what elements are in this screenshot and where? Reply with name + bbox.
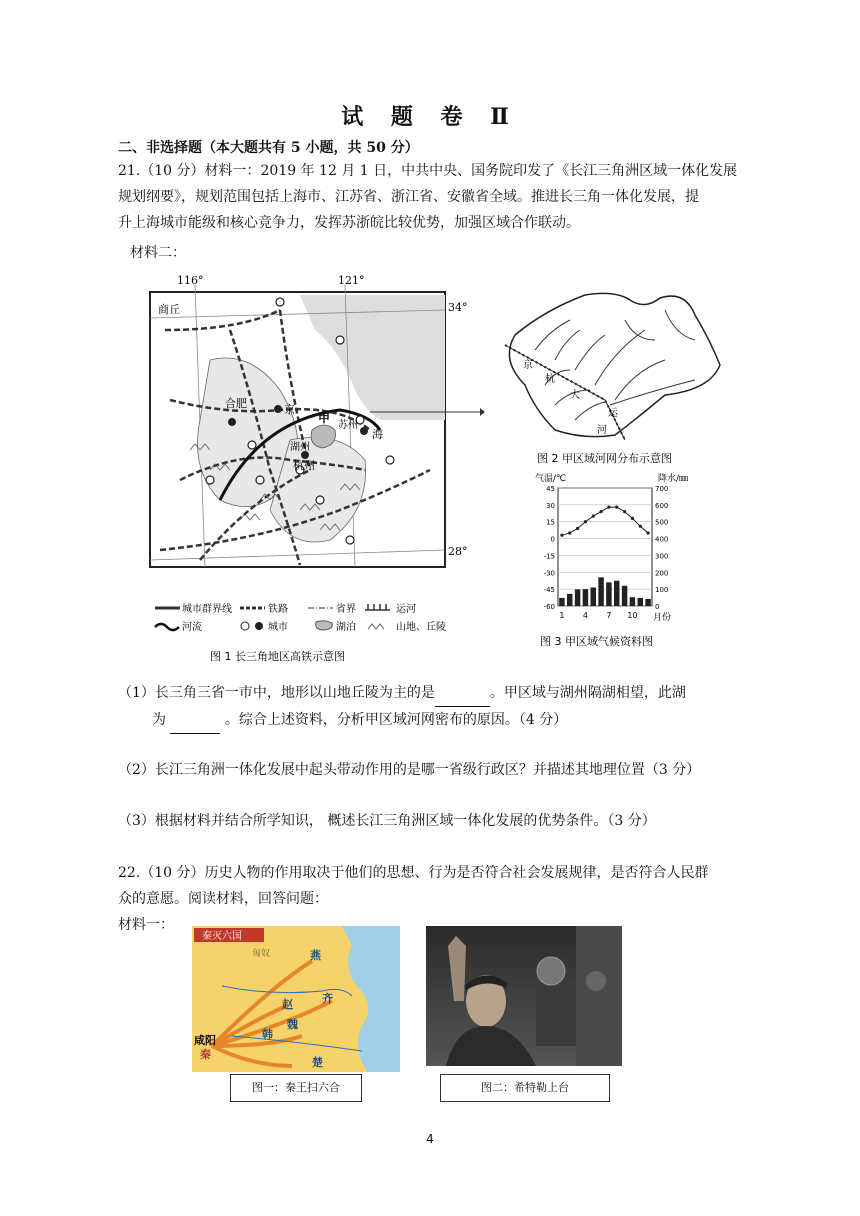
q21-line-3: 升上海城市能级和核心竞争力，发挥苏浙皖比较优势，加强区域合作联动。 bbox=[118, 215, 580, 231]
temperature-point bbox=[592, 514, 595, 517]
legend-city: 城市 bbox=[268, 622, 288, 633]
q22-line-1: 22.（10 分）历史人物的作用取决于他们的思想、行为是否符合社会发展规律，是否符合人民群 bbox=[118, 865, 709, 881]
climate-x-tick: 4 bbox=[582, 611, 588, 620]
temperature-point bbox=[607, 506, 610, 509]
climate-right-tick: 600 bbox=[655, 501, 669, 510]
precipitation-bar bbox=[559, 598, 564, 606]
precipitation-bar bbox=[630, 597, 635, 606]
climate-right-tick: 700 bbox=[655, 485, 669, 493]
answer-blank-1[interactable] bbox=[435, 680, 490, 707]
q21-intro bbox=[118, 158, 748, 236]
page-title: 试 题 卷 Ⅱ bbox=[341, 104, 519, 130]
qin-label-chu: 楚 bbox=[312, 1056, 323, 1069]
temperature-point bbox=[584, 520, 587, 523]
longitude-121-label: 121° bbox=[338, 274, 365, 287]
qin-label-wei: 魏 bbox=[287, 1018, 298, 1031]
climate-right-tick: 0 bbox=[655, 603, 660, 611]
answer-blank-2[interactable] bbox=[170, 707, 220, 734]
precipitation-bar bbox=[638, 598, 643, 606]
figure-2-caption: 图 2 甲区域河网分布示意图 bbox=[537, 452, 672, 465]
precipitation-bar bbox=[567, 594, 572, 606]
fig2-label-he: 河 bbox=[597, 425, 607, 436]
latitude-28-label: 28° bbox=[448, 545, 468, 558]
temperature-point bbox=[576, 527, 579, 530]
precipitation-bar bbox=[598, 577, 603, 606]
q21-sub2: （2）长江三角洲一体化发展中起头带动作用的是哪一省级行政区？并描述其地理位置（3 分） bbox=[118, 762, 701, 778]
region-label-jia: 甲 bbox=[318, 411, 331, 425]
temperature-point bbox=[631, 517, 634, 520]
section-heading: 二、非选择题（本大题共有 5 小题，共 50 分） bbox=[118, 140, 419, 156]
river-network-figure bbox=[495, 290, 725, 470]
climate-left-tick: -15 bbox=[543, 552, 555, 561]
climate-right-tick: 100 bbox=[655, 586, 669, 595]
climate-left-tick: -45 bbox=[543, 586, 555, 595]
legend-canal: 运河 bbox=[396, 604, 416, 615]
qin-map-title: 秦灭六国 bbox=[202, 931, 242, 942]
precipitation-bar bbox=[606, 582, 611, 606]
qin-label-yan: 燕 bbox=[310, 949, 321, 962]
climate-right-axis-label: 降水/㎜ bbox=[658, 474, 689, 484]
q21-line-1: 21.（10 分）材料一：2019 年 12 月 1 日，中共中央、国务院印发了《长江三角洲区域一体化发展 bbox=[118, 163, 738, 179]
temperature-point bbox=[646, 531, 649, 534]
climate-left-tick: 45 bbox=[546, 485, 555, 493]
fig2-label-da: 大 bbox=[570, 390, 580, 401]
qin-label-xianyang: 咸阳 bbox=[194, 1034, 216, 1047]
legend-river: 河流 bbox=[182, 622, 202, 633]
latitude-34-label: 34° bbox=[448, 301, 468, 314]
climate-x-tick: 1 bbox=[559, 611, 565, 620]
legend-city-group: 城市群界线 bbox=[182, 604, 232, 615]
city-label-suzhou: 苏州 bbox=[338, 420, 358, 431]
qin-label-xiongnu: 匈奴 bbox=[252, 949, 271, 959]
climate-left-tick: -60 bbox=[543, 603, 555, 611]
qin-label-qin: 秦 bbox=[200, 1048, 211, 1061]
city-label-shanghai: 海 bbox=[372, 428, 383, 441]
fig2-label-hang: 杭 bbox=[545, 374, 555, 385]
q21-sub1-text-a: （1）长三角三省一市中，地形以山地丘陵为主的是 bbox=[118, 685, 435, 701]
qin-label-qi: 齐 bbox=[322, 992, 333, 1005]
climate-left-tick: 30 bbox=[546, 501, 555, 510]
precipitation-bar bbox=[614, 581, 619, 606]
q21-sub3: （3）根据材料并结合所学知识， 概述长江三角洲区域一体化发展的优势条件。（3 分） bbox=[118, 813, 656, 829]
map-legend bbox=[155, 602, 446, 633]
legend-province: 省界 bbox=[336, 604, 356, 615]
image-2-caption: 图二：希特勒上台 bbox=[440, 1074, 610, 1102]
precipitation-bar bbox=[645, 599, 650, 606]
q21-sub1 bbox=[118, 680, 748, 734]
city-label-hangzhou: 杭州 bbox=[293, 459, 315, 472]
legend-railway: 铁路 bbox=[268, 604, 288, 615]
city-label-nanjing: 京 bbox=[284, 403, 295, 416]
temperature-point bbox=[623, 510, 626, 513]
q21-sub1-text-b: 。甲区域与湖州隔湖相望，此湖 bbox=[489, 685, 686, 701]
figure-3-caption: 图 3 甲区域气候资料图 bbox=[540, 635, 653, 648]
city-label-huzhou: 湖州 bbox=[290, 442, 310, 453]
image-1-caption: 图一：秦王扫六合 bbox=[230, 1074, 362, 1102]
qin-label-han: 韩 bbox=[262, 1028, 273, 1041]
climate-left-tick: 15 bbox=[546, 518, 555, 527]
city-label-shangqiu: 商丘 bbox=[158, 303, 180, 316]
q21-line-2: 规划纲要》，规划范围包括上海市、江苏省、浙江省、安徽省全域。推进长三角一体化发展，提 bbox=[118, 189, 699, 205]
precipitation-bar bbox=[583, 589, 588, 606]
fig2-label-jing: 京 bbox=[523, 360, 533, 371]
climate-right-tick: 300 bbox=[655, 552, 669, 561]
precipitation-bar bbox=[591, 587, 596, 606]
q21-sub1-text-c: 为 bbox=[152, 712, 171, 728]
temperature-point bbox=[599, 510, 602, 513]
legend-lake: 湖泊 bbox=[336, 622, 356, 633]
precipitation-bar bbox=[622, 586, 627, 606]
temperature-point bbox=[568, 531, 571, 534]
hitler-photo bbox=[426, 926, 622, 1066]
precipitation-bar bbox=[575, 589, 580, 606]
yangtze-delta-map bbox=[140, 270, 485, 670]
climate-x-tick: 10 bbox=[627, 611, 638, 620]
climate-right-tick: 400 bbox=[655, 535, 669, 544]
temperature-point bbox=[615, 506, 618, 509]
material-1-label: 材料一： bbox=[118, 917, 174, 933]
climate-left-tick: 0 bbox=[550, 535, 555, 544]
q22-line-2: 众的意愿。阅读材料，回答问题： bbox=[118, 891, 328, 907]
climate-x-tick: 7 bbox=[606, 611, 612, 620]
fig2-label-yun: 运 bbox=[608, 408, 618, 419]
city-label-hefei: 合肥 bbox=[225, 397, 247, 410]
climate-plot-frame bbox=[558, 488, 652, 606]
qin-label-zhao: 赵 bbox=[282, 998, 293, 1011]
figure-1-caption: 图 1 长三角地区高铁示意图 bbox=[210, 650, 345, 663]
material-2-label: 材料二： bbox=[130, 245, 186, 261]
temperature-point bbox=[639, 525, 642, 528]
q21-sub1-text-d: 。综合上述资料，分析甲区域河网密布的原因。（4 分） bbox=[220, 712, 568, 728]
climate-month-label: 月份 bbox=[653, 613, 672, 623]
climate-left-tick: -30 bbox=[543, 569, 555, 578]
climate-chart bbox=[520, 470, 720, 652]
qin-unification-map bbox=[192, 926, 400, 1072]
q22-intro bbox=[118, 860, 748, 912]
climate-right-tick: 500 bbox=[655, 518, 669, 527]
page-number: 4 bbox=[426, 1132, 434, 1146]
climate-right-tick: 200 bbox=[655, 569, 669, 578]
temperature-point bbox=[560, 534, 563, 537]
longitude-116-label: 116° bbox=[177, 274, 204, 287]
climate-left-axis-label: 气温/℃ bbox=[535, 474, 567, 484]
legend-hill: 山地、丘陵 bbox=[396, 622, 446, 633]
